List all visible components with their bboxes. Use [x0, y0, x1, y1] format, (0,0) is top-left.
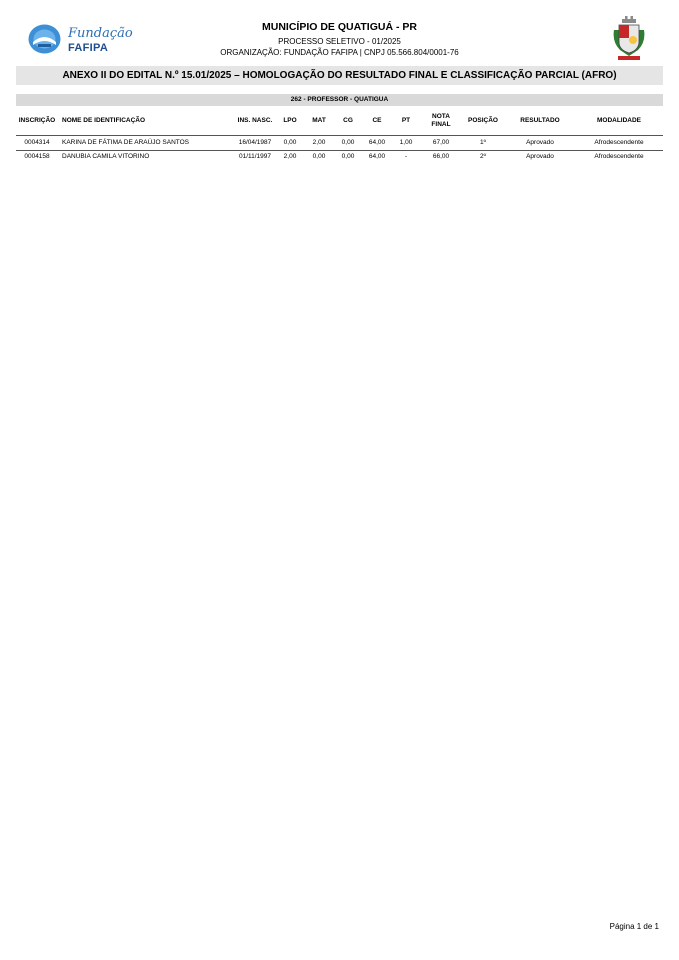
col-nasc: INS. NASC. [237, 117, 273, 124]
group-title: 262 - PROFESSOR - QUATIGUA [16, 94, 663, 106]
logo-fundacao-text: Fundação [68, 26, 133, 41]
cell-nasc: 01/11/1997 [238, 153, 272, 160]
cell-nasc: 16/04/1987 [238, 139, 272, 146]
page-number: Página 1 de 1 [609, 922, 659, 931]
cell-inscricao: 0004158 [24, 153, 50, 160]
col-nome: NOME DE IDENTIFICAÇÃO [62, 117, 146, 124]
col-pt: PT [401, 117, 411, 124]
cell-mat: 2,00 [312, 139, 326, 146]
col-ce: CE [372, 117, 382, 124]
cell-resultado: Aprovado [526, 139, 554, 146]
cell-nome: DANUBIA CAMILA VITORINO [62, 153, 150, 160]
cell-inscricao: 0004314 [24, 139, 50, 146]
cell-nome: KARINA DE FÁTIMA DE ARAÚJO SANTOS [62, 139, 190, 146]
col-resultado: RESULTADO [520, 117, 560, 124]
col-lpo: LPO [283, 117, 297, 124]
cell-cg: 0,00 [341, 153, 355, 160]
cell-modalidade: Afrodescendente [594, 153, 644, 160]
cell-resultado: Aprovado [526, 153, 554, 160]
cell-mat: 0,00 [312, 153, 326, 160]
col-inscricao: INSCRIÇÃO [18, 117, 56, 124]
cell-lpo: 0,00 [283, 139, 297, 146]
table-row [16, 150, 663, 164]
col-nota: NOTA FINAL [431, 113, 451, 128]
organization-line: ORGANIZAÇÃO: FUNDAÇÃO FAFIPA | CNPJ 05.566.804/0001-76 [220, 48, 459, 57]
table-row [16, 136, 663, 150]
cell-nota: 67,00 [432, 139, 450, 146]
col-modalidade: MODALIDADE [596, 117, 642, 124]
logo-fafipa-text: FAFIPA [68, 42, 109, 54]
table-header [16, 108, 663, 134]
cell-modalidade: Afrodescendente [594, 139, 644, 146]
cell-cg: 0,00 [341, 139, 355, 146]
col-posicao: POSIÇÃO [468, 117, 498, 124]
cell-ce: 64,00 [368, 153, 386, 160]
col-cg: CG [343, 117, 353, 124]
municipality-title: MUNICÍPIO DE QUATIGUÁ - PR [262, 21, 417, 33]
cell-lpo: 2,00 [283, 153, 297, 160]
cell-pt: 1,00 [399, 139, 413, 146]
cell-posicao: 1º [480, 139, 486, 146]
col-mat: MAT [312, 117, 326, 124]
cell-nota: 66,00 [432, 153, 450, 160]
cell-posicao: 2º [480, 153, 486, 160]
cell-pt: - [404, 153, 408, 160]
process-subtitle: PROCESSO SELETIVO - 01/2025 [278, 37, 401, 46]
annex-title: ANEXO II DO EDITAL N.º 15.01/2025 – HOMOLOGAÇÃO DO RESULTADO FINAL E CLASSIFICAÇÃO PARCIAL (AFRO) [16, 66, 663, 85]
cell-ce: 64,00 [368, 139, 386, 146]
